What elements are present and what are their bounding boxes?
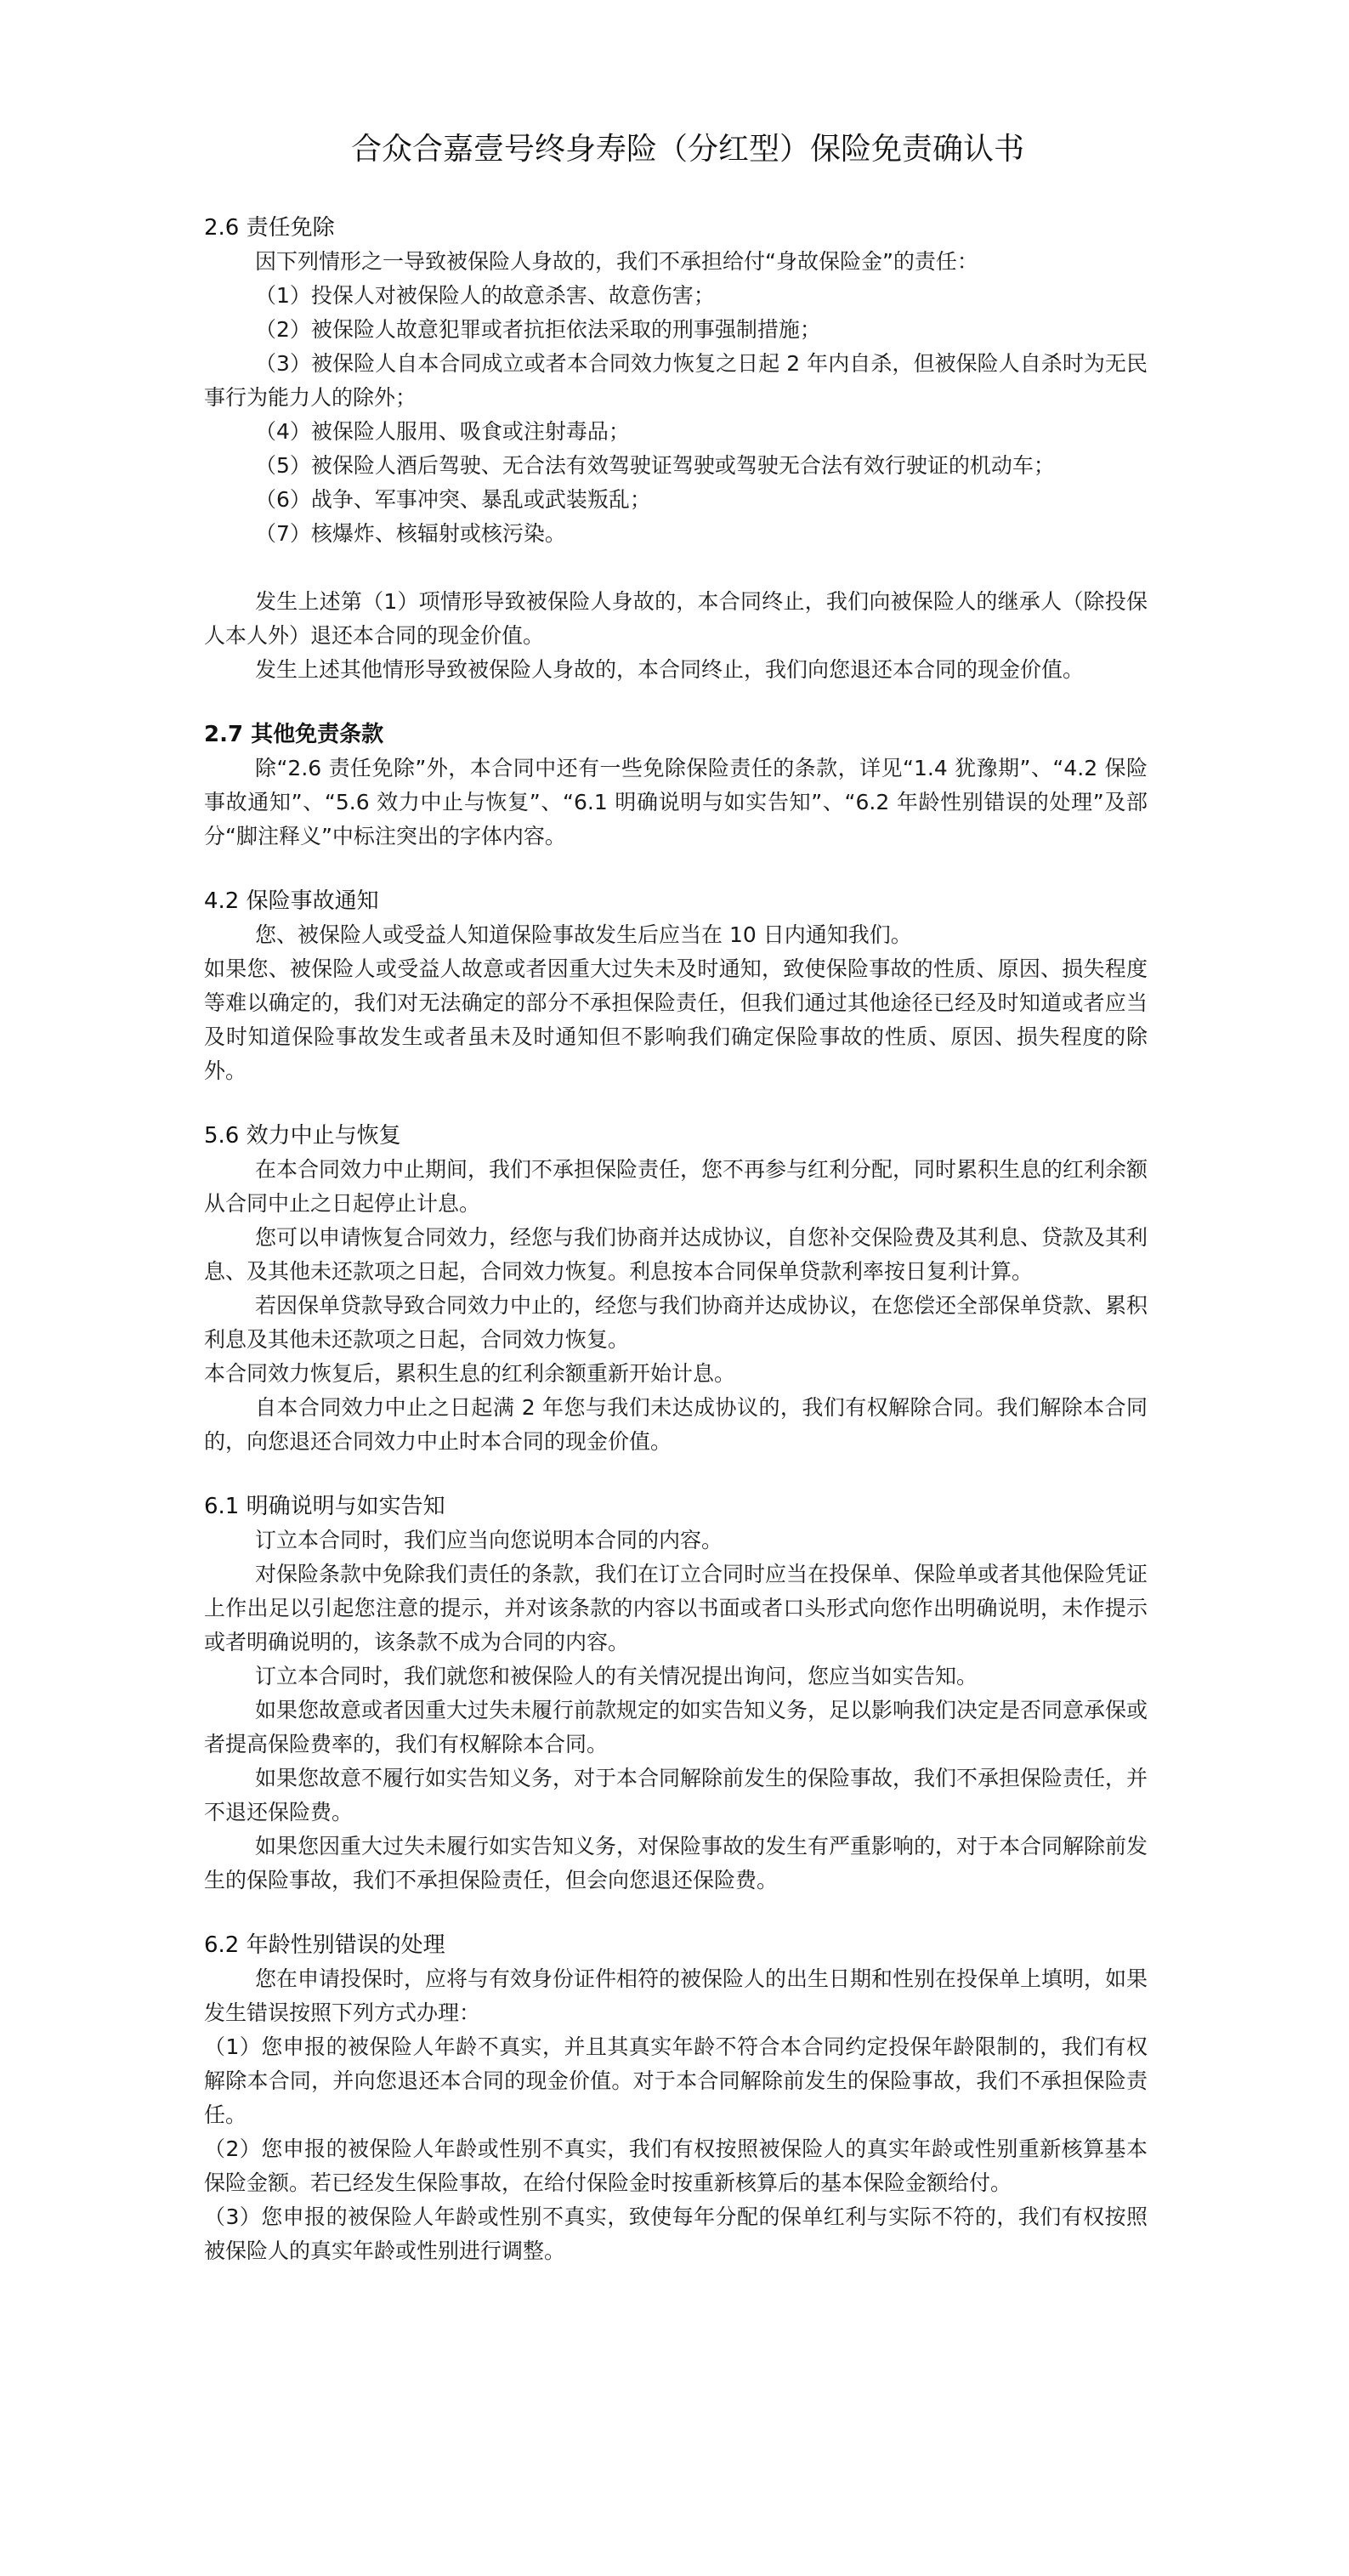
section-5-6: [204, 1119, 1148, 1459]
paragraph: 如果您故意不履行如实告知义务，对于本合同解除前发生的保险事故，我们不承担保险责任，并不退还保险费。: [204, 1766, 1148, 1824]
document-page: [204, 128, 1148, 2299]
paragraph: 若因保单贷款导致合同效力中止的，经您与我们协商并达成协议，在您偿还全部保单贷款、累积利息及其他未还款项之日起，合同效力恢复。: [204, 1293, 1148, 1352]
paragraph: 您、被保险人或受益人知道保险事故发生后应当在 10 日内通知我们。: [255, 922, 912, 947]
paragraph: 如果您故意或者因重大过失未履行前款规定的如实告知义务，足以影响我们决定是否同意承保或者提高保险费率的，我们有权解除本合同。: [204, 1698, 1148, 1756]
paragraph: 您在申请投保时，应将与有效身份证件相符的被保险人的出生日期和性别在投保单上填明，如果发生错误按照下列方式办理：: [204, 1966, 1148, 2025]
section-2-7: [204, 718, 1148, 854]
section-heading: 2.6 责任免除: [204, 215, 335, 241]
section-heading: 6.1 明确说明与如实告知: [204, 1494, 445, 1519]
list-item: （3）您申报的被保险人年龄或性别不真实，致使每年分配的保单红利与实际不符的，我们有权按照被保险人的真实年龄或性别进行调整。: [204, 2204, 1148, 2263]
paragraph: 除“2.6 责任免除”外，本合同中还有一些免除保险责任的条款，详见“1.4 犹豫期”、“4.2 保险事故通知”、“5.6 效力中止与恢复”、“6.1 明确说明与如实告知”、“6.2 年龄性别错误的处理”及部分“脚注释义”中标注突出的字体内容。: [204, 756, 1148, 848]
section-4-2: [204, 884, 1148, 1088]
list-item: （5）被保险人酒后驾驶、无合法有效驾驶证驾驶或驾驶无合法有效行驶证的机动车；: [255, 453, 1055, 478]
document-title: 合众合嘉壹号终身寿险（分红型）保险免责确认书: [350, 132, 1024, 167]
paragraph: 订立本合同时，我们就您和被保险人的有关情况提出询问，您应当如实告知。: [255, 1664, 978, 1688]
list-item: （1）投保人对被保险人的故意杀害、故意伤害；: [255, 283, 715, 308]
section-2-6: [204, 211, 1148, 687]
paragraph: 发生上述其他情形导致被保险人身故的，本合同终止，我们向您退还本合同的现金价值。: [255, 657, 1085, 682]
paragraph: 您可以申请恢复合同效力，经您与我们协商并达成协议，自您补交保险费及其利息、贷款及其利息、及其他未还款项之日起，合同效力恢复。利息按本合同保单贷款利率按日复利计算。: [204, 1225, 1148, 1284]
paragraph: 如果您、被保险人或受益人故意或者因重大过失未及时通知，致使保险事故的性质、原因、损失程度等难以确定的，我们对无法确定的部分不承担保险责任，但我们通过其他途径已经及时知道或者应当及时知道保险事故发生或者虽未及时通知但不影响我们确定保险事故的性质、原因、损失程度的除外。: [204, 956, 1148, 1083]
paragraph: 发生上述第（1）项情形导致被保险人身故的，本合同终止，我们向被保险人的继承人（除投保人本人外）退还本合同的现金价值。: [204, 589, 1148, 648]
paragraph: 在本合同效力中止期间，我们不承担保险责任，您不再参与红利分配，同时累积生息的红利余额从合同中止之日起停止计息。: [204, 1157, 1148, 1216]
section-heading: 5.6 效力中止与恢复: [204, 1123, 401, 1149]
blank-line: [204, 551, 1148, 585]
list-item: （6）战争、军事冲突、暴乱或武装叛乱；: [255, 487, 651, 512]
section-6-1: [204, 1489, 1148, 1898]
list-item: （2）您申报的被保险人年龄或性别不真实，我们有权按照被保险人的真实年龄或性别重新核算基本保险金额。若已经发生保险事故，在给付保险金时按重新核算后的基本保险金额给付。: [204, 2136, 1148, 2195]
list-item: （7）核爆炸、核辐射或核污染。: [255, 521, 566, 546]
section-heading: 2.7 其他免责条款: [204, 722, 384, 747]
paragraph: 本合同效力恢复后，累积生息的红利余额重新开始计息。: [204, 1361, 736, 1386]
section-6-2: [204, 1928, 1148, 2268]
paragraph: 对保险条款中免除我们责任的条款，我们在订立合同时应当在投保单、保险单或者其他保险凭证上作出足以引起您注意的提示，并对该条款的内容以书面或者口头形式向您作出明确说明，未作提示或者明确说明的，该条款不成为合同的内容。: [204, 1562, 1148, 1654]
list-item: （2）被保险人故意犯罪或者抗拒依法采取的刑事强制措施；: [255, 317, 821, 342]
section-heading: 6.2 年龄性别错误的处理: [204, 1932, 445, 1958]
list-item: （1）您申报的被保险人年龄不真实，并且其真实年龄不符合本合同约定投保年龄限制的，我们有权解除本合同，并向您退还本合同的现金价值。对于本合同解除前发生的保险事故，我们不承担保险责任。: [204, 2034, 1148, 2127]
section-heading: 4.2 保险事故通知: [204, 888, 379, 914]
paragraph: 订立本合同时，我们应当向您说明本合同的内容。: [255, 1528, 723, 1552]
paragraph: 自本合同效力中止之日起满 2 年您与我们未达成协议的，我们有权解除合同。我们解除本合同的，向您退还合同效力中止时本合同的现金价值。: [204, 1395, 1148, 1454]
list-item: （3）被保险人自本合同成立或者本合同效力恢复之日起 2 年内自杀，但被保险人自杀时为无民事行为能力人的除外；: [204, 351, 1148, 410]
paragraph: 如果您因重大过失未履行如实告知义务，对保险事故的发生有严重影响的，对于本合同解除前发生的保险事故，我们不承担保险责任，但会向您退还保险费。: [204, 1834, 1148, 1892]
paragraph: 因下列情形之一导致被保险人身故的，我们不承担给付“身故保险金”的责任：: [255, 249, 978, 274]
list-item: （4）被保险人服用、吸食或注射毒品；: [255, 419, 630, 444]
